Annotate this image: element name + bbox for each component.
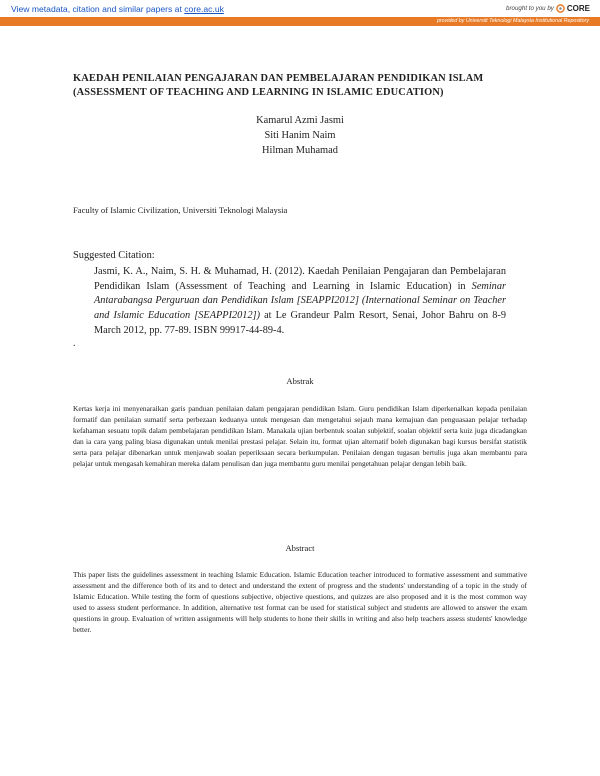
title-line-english: (ASSESSMENT OF TEACHING AND LEARNING IN ISLAMIC EDUCATION) — [73, 86, 444, 98]
core-brand: CORE — [566, 4, 590, 13]
core-header — [0, 0, 600, 28]
brought-by-text: brought to you by — [506, 5, 554, 12]
paper-title — [73, 72, 533, 99]
title-line-malay: KAEDAH PENILAIAN PENGAJARAN DAN PEMBELAJARAN PENDIDIKAN ISLAM — [73, 73, 484, 84]
abstrak-heading: Abstrak — [286, 376, 314, 386]
core-metadata-link[interactable] — [11, 4, 224, 14]
core-link-domain[interactable]: core.ac.uk — [184, 4, 224, 14]
author-list — [0, 114, 600, 158]
abstrak-body: Kertas kerja ini menyenaraikan garis panduan penilaian dalam pengajaran pendidikan Islam. Guru pendidikan Islam diperkenalkan kepada penilaian formatif dan penilaian sumatif serta perbezaan keduanya untuk mengesan dan mengetahui sejauh mana kemajuan dan penguasaan pelajar terhadap kefahaman sesuatu topik dalam pembelajaran pendidikan Islam. Manakala ujian berbentuk soalan subjektif, soalan objektif serta kuiz juga dicadangkan dan ia cara yang paling biasa digunakan untuk menilai prestasi pelajar. Selain itu, format ujian alternatif boleh digunakan bagi kursus bersifat statistik serta para pelajar dibenarkan untuk menjawab soalan peperiksaan secara berkumpulan. Penilaian dengan tugasan bertulis juga akan membantu para pelajar untuk mengasah kemahiran mereka dalam penulisan dan juga membantu guru menilai pengetahuan pelajar dengan lebih baik. — [73, 404, 527, 468]
citation-italic: Seminar Antarabangsa Perguruan dan Pendidikan Islam [SEAPPI2012] (International Seminar on Teacher and Islamic Education [SEAPPI2012]) — [94, 280, 506, 322]
author-name: Kamarul Azmi Jasmi — [256, 115, 344, 126]
affiliation: Faculty of Islamic Civilization, Universiti Teknologi Malaysia — [73, 205, 288, 215]
core-logo-icon — [556, 4, 565, 13]
citation-plain: Jasmi, K. A., Naim, S. H. & Muhamad, H. (2012). Kaedah Penilaian Pengajaran dan Pembelajaran Pendidikan Islam (Assessment of Teaching and Learning in Islamic Education) in — [94, 266, 506, 292]
abstract-body: This paper lists the guidelines assessment in teaching Islamic Education. Islamic Education teacher introduced to formative assessment and summative assessment and the difference both of its and to detect and understand the extent of progress and the students' understanding of a topic in the study of Islamic Education. While testing the form of questions subjective, objective questions, and quizzes are also proposed and it is the most common way used to assess student performance. In addition, alternative test format can be used for statistical subject and students are allowed to answer the exam questions in group. Evaluation of written assignments will help students to hone their skills in writing and also help teachers assess students' knowledge better. — [73, 570, 527, 634]
author-name: Hilman Muhamad — [262, 144, 338, 156]
provider-bar — [0, 17, 600, 26]
separator-dot: . — [73, 338, 76, 349]
provided-by-text[interactable]: provided by Universiti Teknologi Malaysia Institutional Repository — [436, 18, 589, 24]
brought-to-you-badge[interactable] — [506, 4, 590, 13]
abstract-heading: Abstract — [285, 543, 315, 553]
citation-tail: at Le Grandeur Palm Resort, Senai, Johor Bahru on 8-9 March 2012, pp. 77-89. ISBN 99917-44-89-4. — [94, 310, 506, 336]
core-link-prefix[interactable]: View metadata, citation and similar papers at — [11, 4, 185, 14]
citation-heading: Suggested Citation: — [73, 250, 155, 261]
author-name: Siti Hanim Naim — [264, 129, 336, 141]
citation-text — [94, 265, 506, 339]
